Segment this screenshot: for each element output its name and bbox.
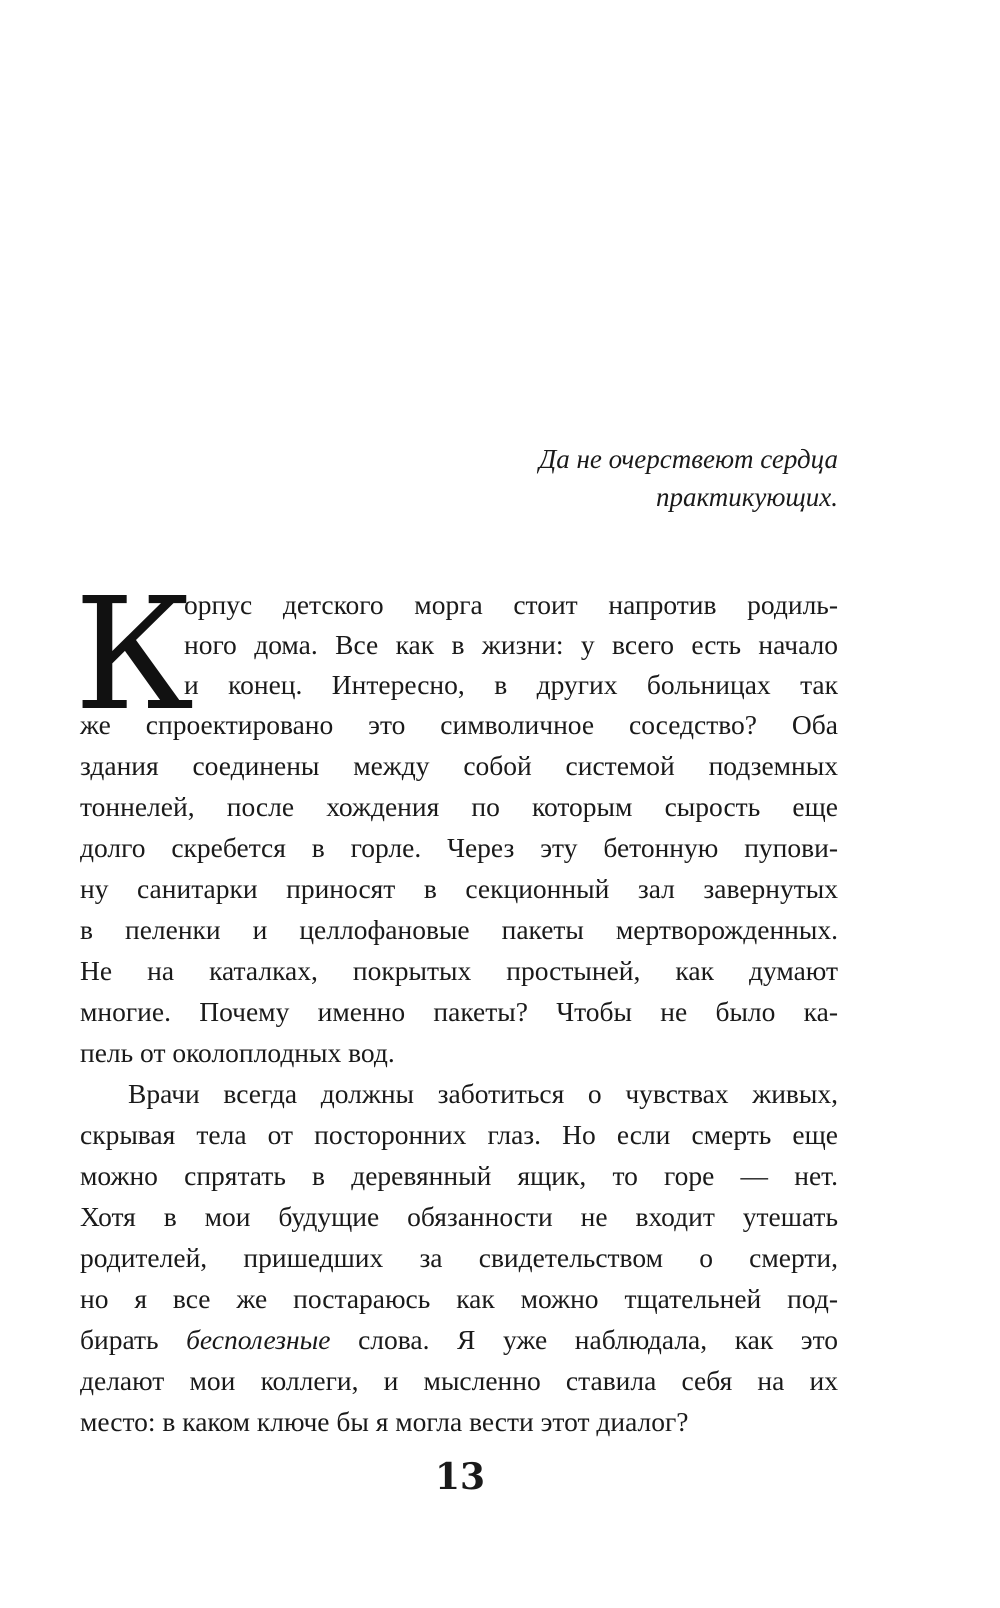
page-number: 13 [434, 1456, 486, 1498]
drop-cap: К [74, 564, 194, 745]
text-line: место: в каком ключе бы я могла вести этот диалог? [80, 1406, 689, 1437]
text-line: орпус детского морга стоит напротив родиль- [184, 589, 838, 620]
text-segment: слова. Я уже наблюдала, как это [330, 1324, 838, 1355]
text-line: родителей, пришедших за свидетельством о смерти, [80, 1242, 838, 1273]
text-line: тоннелей, после хождения по которым сырость еще [80, 791, 838, 822]
epigraph-line-2: практикующих. [655, 482, 838, 512]
text-line: ну санитарки приносят в секционный зал завернутых [80, 873, 838, 904]
text-segment: бирать [80, 1324, 187, 1355]
text-line: скрывая тела от посторонних глаз. Но если смерть еще [80, 1119, 838, 1150]
text-line [80, 1319, 838, 1361]
emphasized-word: бесполезные [186, 1324, 331, 1355]
text-line: долго скребется в горле. Через эту бетонную пупови- [80, 832, 838, 863]
text-line: можно спрятать в деревянный ящик, то горе — нет. [80, 1160, 838, 1191]
text-line: Врачи всегда должны заботиться о чувствах живых, [128, 1078, 838, 1109]
text-line: же спроектировано это символичное соседство? Оба [80, 709, 838, 740]
text-line: но я все же постараюсь как можно тщательней под- [80, 1283, 838, 1314]
epigraph-line-1: Да не очерствеют сердца [539, 444, 838, 474]
text-line: многие. Почему именно пакеты? Чтобы не было ка- [80, 996, 838, 1027]
text-line: Хотя в мои будущие обязанности не входит утешать [80, 1201, 838, 1232]
text-line: здания соединены между собой системой подземных [80, 750, 838, 781]
text-line: ного дома. Все как в жизни: у всего есть начало [184, 629, 838, 660]
text-line: в пеленки и целлофановые пакеты мертворожденных. [80, 914, 838, 945]
text-line: пель от околоплодных вод. [80, 1037, 395, 1068]
text-line: и конец. Интересно, в других больницах так [184, 669, 838, 700]
text-line: делают мои коллеги, и мысленно ставила себя на их [80, 1365, 838, 1396]
text-line: Не на каталках, покрытых простыней, как думают [80, 955, 838, 986]
